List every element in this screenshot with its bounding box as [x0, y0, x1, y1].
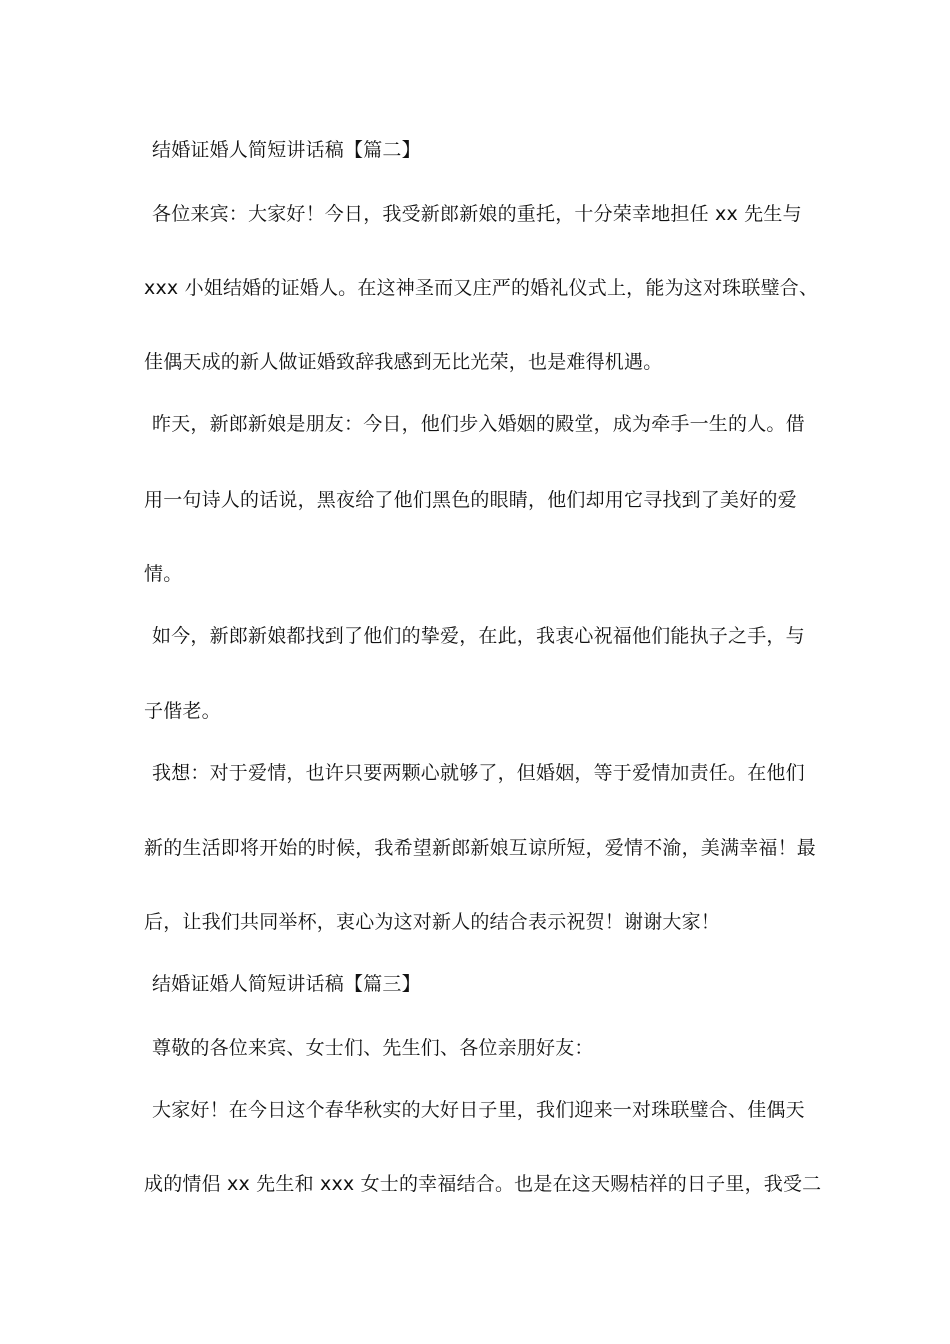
paragraph-line: 昨天，新郎新娘是朋友：今日，他们步入婚姻的殿堂，成为牵手一生的人。借 — [152, 413, 805, 435]
paragraph-line: 如今，新郎新娘都找到了他们的挚爱，在此，我衷心祝福他们能执子之手，与 — [152, 625, 805, 647]
paragraph-line: 各位来宾：大家好！今日，我受新郎新娘的重托，十分荣幸地担任 xx 先生与 — [152, 203, 802, 225]
paragraph-line: 用一句诗人的话说，黑夜给了他们黑色的眼睛，他们却用它寻找到了美好的爱 — [144, 489, 797, 511]
paragraph-line: 成的情侣 xx 先生和 xxx 女士的幸福结合。也是在这天赐桔祥的日子里，我受二 — [144, 1173, 822, 1195]
paragraph-line: 佳偶天成的新人做证婚致辞我感到无比光荣，也是难得机遇。 — [144, 351, 663, 373]
paragraph-line: 情。 — [144, 563, 183, 585]
paragraph-line: 尊敬的各位来宾、女士们、先生们、各位亲朋好友： — [152, 1037, 594, 1059]
section-heading-3: 结婚证婚人简短讲话稿【篇三】 — [152, 973, 421, 995]
section-heading-2: 结婚证婚人简短讲话稿【篇二】 — [152, 139, 421, 161]
paragraph-line: 我想：对于爱情，也许只要两颗心就够了，但婚姻，等于爱情加责任。在他们 — [152, 762, 805, 784]
paragraph-line: 新的生活即将开始的时候，我希望新郎新娘互谅所短，爱情不渝，美满幸福！最 — [144, 837, 817, 859]
paragraph-line: 大家好！在今日这个春华秋实的大好日子里，我们迎来一对珠联璧合、佳偶天 — [152, 1099, 805, 1121]
paragraph-line: xxx 小姐结婚的证婚人。在这神圣而又庄严的婚礼仪式上，能为这对珠联璧合、 — [144, 277, 819, 299]
paragraph-line: 后，让我们共同举杯，衷心为这对新人的结合表示祝贺！谢谢大家！ — [144, 911, 721, 933]
paragraph-line: 子偕老。 — [144, 700, 221, 722]
